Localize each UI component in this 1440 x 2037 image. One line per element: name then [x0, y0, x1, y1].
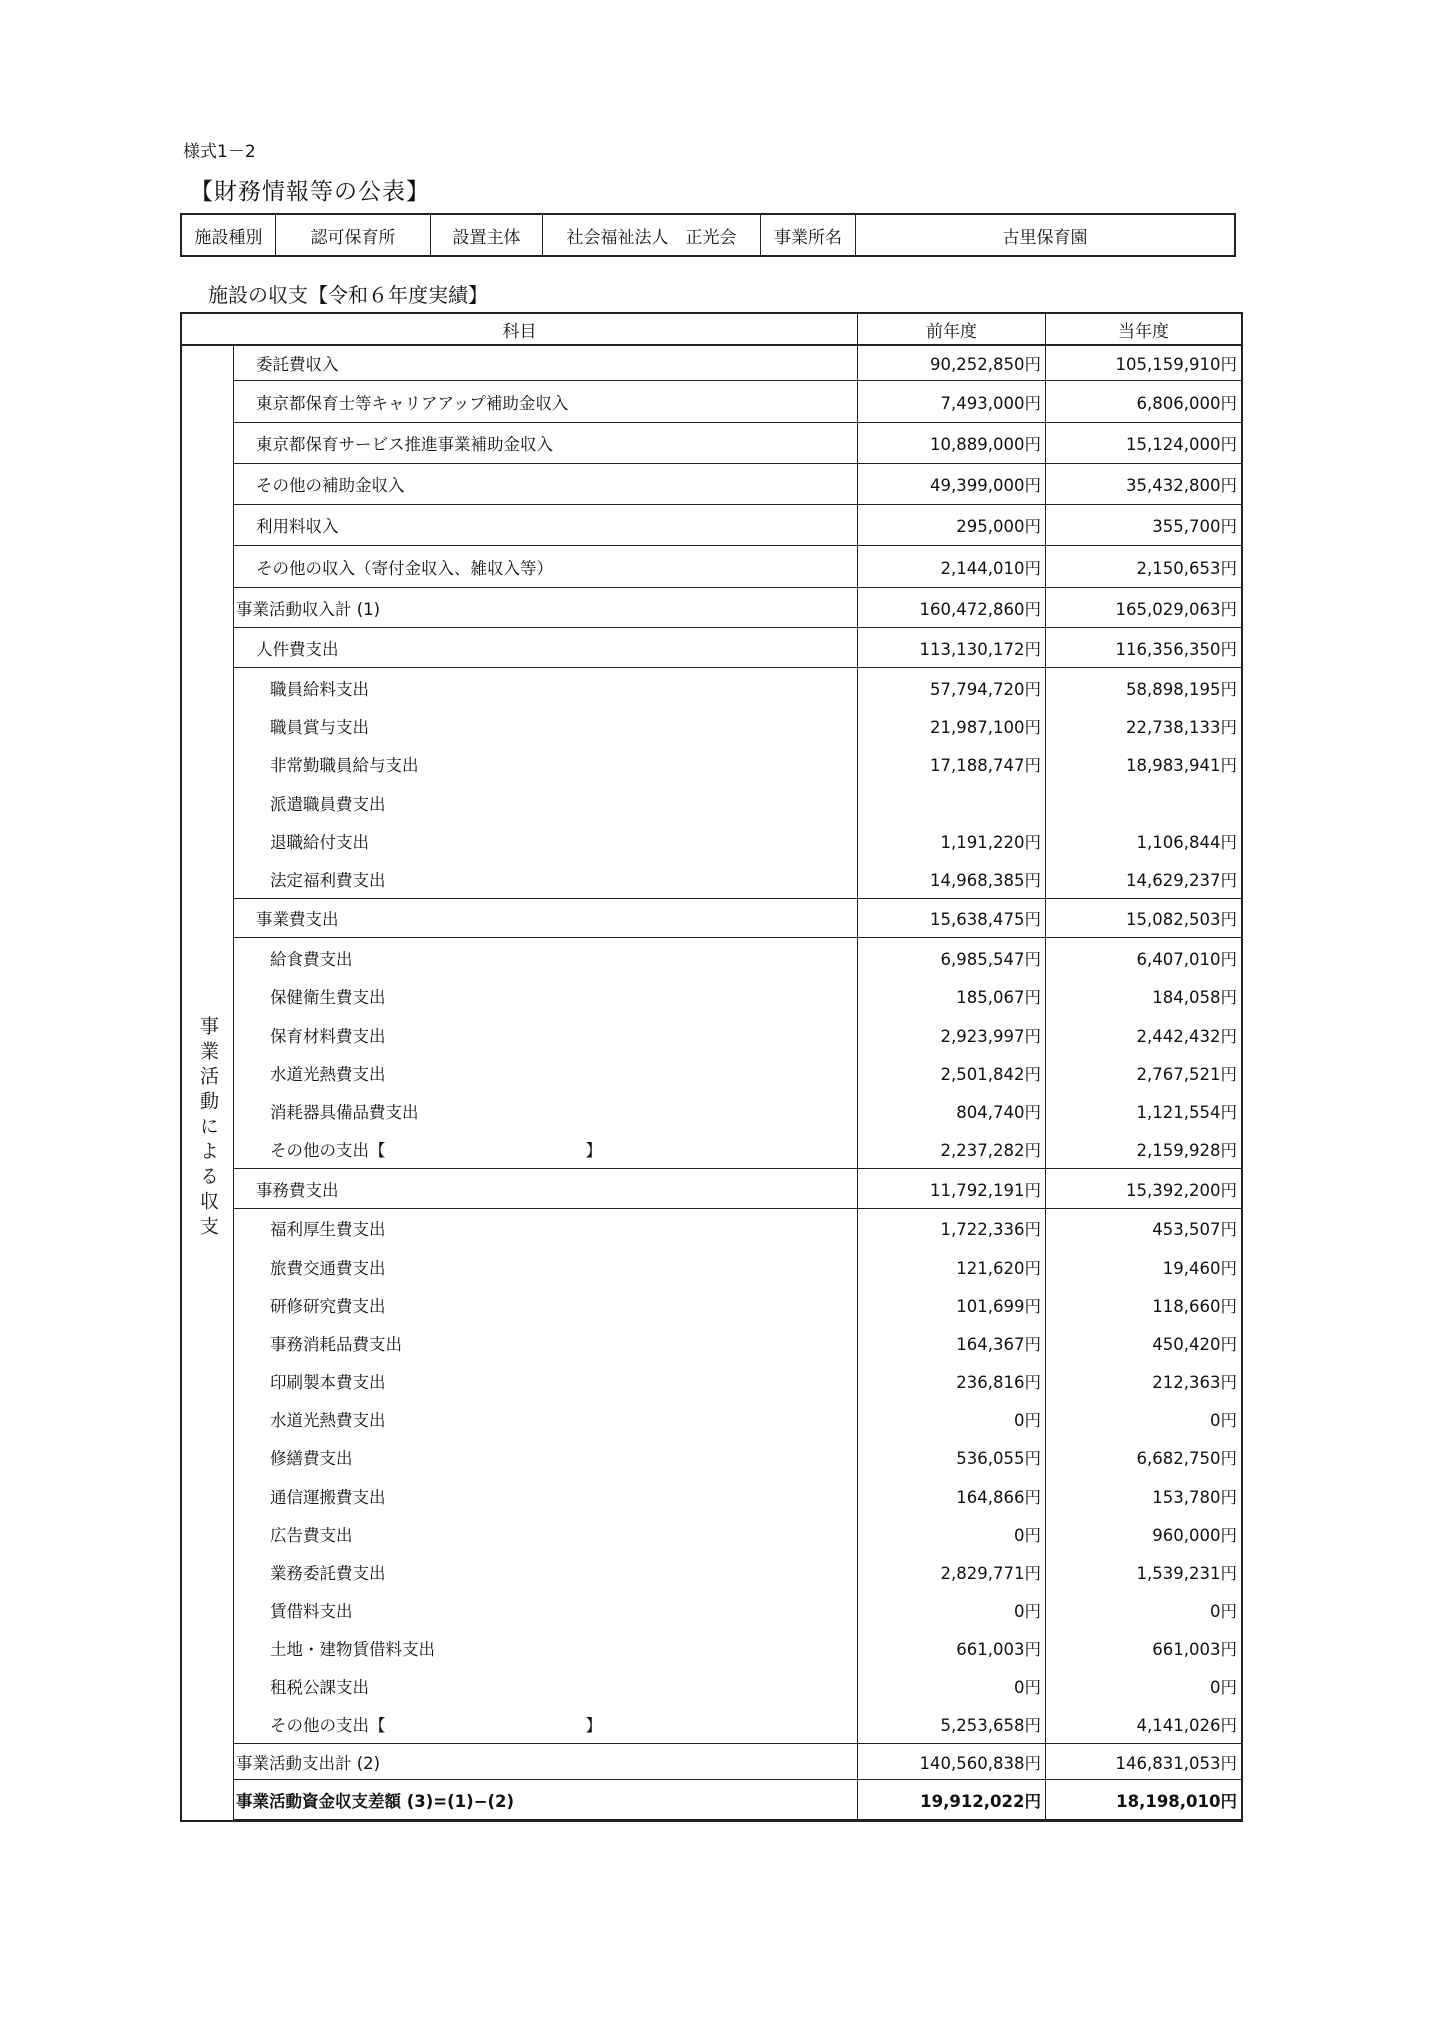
row-current-year-value: 35,432,800円 — [1046, 464, 1241, 505]
row-subject — [234, 783, 858, 822]
row-subject-label: 旅費交通費支出 — [270, 1258, 386, 1278]
row-current-year-value: 960,000円 — [1152, 1526, 1237, 1545]
row-current-year-value: 15,082,503円 — [1046, 899, 1241, 938]
row-subject-label: 修繕費支出 — [270, 1449, 353, 1468]
row-subject — [234, 1324, 858, 1362]
row-subject-bracket-close: 】 — [585, 1716, 602, 1735]
row-subject — [234, 1400, 858, 1438]
founder-label: 設置主体 — [431, 215, 543, 255]
row-prev-year-value: 90,252,850円 — [858, 346, 1046, 381]
row-current-year-value: 212,363円 — [1152, 1373, 1237, 1392]
row-prev-year-value: 0円 — [858, 1515, 1046, 1553]
row-prev-year-value: 5,253,658円 — [858, 1705, 1046, 1744]
row-prev-year-value: 2,144,010円 — [858, 546, 1046, 588]
row-prev-year-value: 2,237,282円 — [858, 1130, 1046, 1169]
row-subject — [234, 1015, 858, 1054]
row-prev-year-value: 21,987,100円 — [858, 707, 1046, 745]
row-subject-label: 印刷製本費支出 — [270, 1373, 386, 1392]
row-subject — [234, 1286, 858, 1324]
header-prev-year: 前年度 — [858, 314, 1046, 346]
row-prev-year-value: 2,923,997円 — [858, 1015, 1046, 1054]
row-current-year-value: 14,629,237円 — [1046, 860, 1241, 899]
row-current-year-value: 15,392,200円 — [1046, 1169, 1241, 1209]
row-subject-label: その他の収入（寄付金収入、雑収入等） — [256, 558, 553, 578]
row-subject-label: 職員給料支出 — [270, 679, 369, 699]
row-prev-year-value: 661,003円 — [858, 1629, 1046, 1667]
row-subject — [234, 464, 858, 505]
row-subject-label: 土地・建物賃借料支出 — [270, 1640, 435, 1659]
side-category-label: 事業活動による収支 — [197, 1015, 219, 1241]
row-current-year-value: 6,407,010円 — [1136, 949, 1237, 969]
row-subject-label: 非常勤職員給与支出 — [270, 756, 419, 775]
row-subject-label: 業務委託費支出 — [270, 1564, 386, 1583]
row-prev-year-value: 6,985,547円 — [858, 938, 1046, 977]
row-subject — [234, 822, 858, 860]
row-subject-label: 事務費支出 — [256, 1180, 339, 1200]
row-subject-label: 人件費支出 — [256, 639, 339, 659]
row-subject — [234, 707, 858, 745]
row-current-year-value: 19,460円 — [1162, 1258, 1237, 1278]
row-prev-year-value: 14,968,385円 — [858, 860, 1046, 899]
facility-info-bar — [180, 213, 1236, 257]
row-prev-year-value: 0円 — [858, 1667, 1046, 1705]
row-subject — [234, 588, 858, 628]
row-current-year-value: 184,058円 — [1152, 988, 1237, 1007]
row-current-year-value: 355,700円 — [1046, 505, 1241, 546]
row-current-year-value: 2,767,521円 — [1136, 1065, 1237, 1084]
row-subject-label: 水道光熱費支出 — [270, 1065, 386, 1084]
row-subject — [234, 423, 858, 464]
row-subject-label: その他の補助金収入 — [256, 476, 405, 495]
row-current-year-value: 2,159,928円 — [1046, 1130, 1241, 1169]
row-current-year-value — [1046, 783, 1241, 822]
row-subject-label: 保健衛生費支出 — [270, 988, 386, 1007]
row-current-year-value: 2,150,653円 — [1046, 546, 1241, 588]
row-subject — [234, 1209, 858, 1247]
row-current-year-value: 15,124,000円 — [1046, 423, 1241, 464]
row-subject — [234, 1438, 858, 1476]
row-subject — [234, 628, 858, 668]
row-prev-year-value: 10,889,000円 — [858, 423, 1046, 464]
row-subject-label: 事業費支出 — [256, 910, 339, 929]
facility-type-value: 認可保育所 — [276, 215, 431, 255]
form-number: 様式1－2 — [183, 142, 256, 162]
row-subject — [234, 505, 858, 546]
row-current-year-value: 0円 — [1210, 1602, 1237, 1621]
founder-value: 社会福祉法人 正光会 — [543, 215, 761, 255]
row-subject-label: 事業活動支出計 (2) — [236, 1753, 381, 1773]
row-prev-year-value: 295,000円 — [858, 505, 1046, 546]
row-subject-label: 委託費収入 — [256, 355, 339, 374]
row-subject-label: 広告費支出 — [270, 1526, 353, 1545]
row-prev-year-value: 17,188,747円 — [858, 745, 1046, 783]
row-current-year-value: 0円 — [1210, 1411, 1237, 1430]
row-current-year-value: 153,780円 — [1152, 1487, 1237, 1507]
row-subject-label: その他の支出【 — [270, 1716, 386, 1735]
row-subject — [234, 1130, 858, 1169]
row-subject-label: 通信運搬費支出 — [270, 1487, 386, 1507]
row-prev-year-value: 0円 — [858, 1400, 1046, 1438]
row-subject — [234, 381, 858, 423]
row-subject-bracket-close: 】 — [585, 1141, 602, 1160]
row-current-year-value: 58,898,195円 — [1126, 679, 1237, 699]
row-prev-year-value: 11,792,191円 — [858, 1169, 1046, 1209]
row-prev-year-value: 185,067円 — [858, 977, 1046, 1015]
row-prev-year-value: 536,055円 — [858, 1438, 1046, 1476]
row-subject-label: 退職給付支出 — [270, 833, 369, 852]
row-prev-year-value: 2,829,771円 — [858, 1553, 1046, 1591]
row-current-year-value: 661,003円 — [1152, 1640, 1237, 1659]
row-subject-label: その他の支出【 — [270, 1141, 386, 1160]
office-name-value: 古里保育園 — [1002, 227, 1088, 248]
row-prev-year-value: 236,816円 — [858, 1362, 1046, 1400]
row-prev-year-value: 113,130,172円 — [858, 628, 1046, 668]
row-subject — [234, 1591, 858, 1629]
row-prev-year-value: 15,638,475円 — [858, 899, 1046, 938]
row-current-year-value: 118,660円 — [1152, 1297, 1237, 1316]
row-subject — [234, 1667, 858, 1705]
row-subject-label: 保育材料費支出 — [270, 1026, 386, 1046]
row-prev-year-value: 140,560,838円 — [858, 1744, 1046, 1780]
row-prev-year-value: 804,740円 — [858, 1092, 1046, 1130]
page-title: 【財務情報等の公表】 — [190, 179, 430, 205]
row-subject — [234, 977, 858, 1015]
row-subject-label: 職員賞与支出 — [270, 718, 369, 737]
row-prev-year-value: 7,493,000円 — [858, 381, 1046, 423]
row-prev-year-value — [858, 783, 1046, 822]
row-current-year-value: 105,159,910円 — [1046, 346, 1241, 381]
row-current-year-value: 1,106,844円 — [1136, 833, 1237, 852]
row-prev-year-value: 160,472,860円 — [858, 588, 1046, 628]
row-prev-year-value: 1,191,220円 — [858, 822, 1046, 860]
row-prev-year-value: 164,866円 — [858, 1476, 1046, 1515]
row-subject — [234, 1515, 858, 1553]
row-current-year-value: 450,420円 — [1152, 1335, 1237, 1354]
row-prev-year-value: 164,367円 — [858, 1324, 1046, 1362]
row-subject-label: 派遣職員費支出 — [270, 794, 386, 814]
side-category — [182, 346, 234, 1820]
row-current-year-value: 1,539,231円 — [1136, 1564, 1237, 1583]
row-current-year-value: 18,983,941円 — [1126, 756, 1237, 775]
header-current-year: 当年度 — [1046, 314, 1241, 346]
row-subject — [234, 546, 858, 588]
row-subject-label: 法定福利費支出 — [270, 871, 386, 890]
row-subject-label: 租税公課支出 — [270, 1678, 369, 1697]
facility-type-label: 施設種別 — [182, 215, 276, 255]
row-subject-label: 利用料収入 — [256, 517, 339, 536]
row-subject — [234, 1705, 858, 1744]
row-subject — [234, 1629, 858, 1667]
row-subject-label: 事業活動収入計 (1) — [236, 599, 381, 619]
row-current-year-value: 116,356,350円 — [1046, 628, 1241, 668]
row-prev-year-value: 1,722,336円 — [858, 1209, 1046, 1247]
row-subject-label: 給食費支出 — [270, 949, 353, 969]
row-subject-label: 事務消耗品費支出 — [270, 1335, 402, 1354]
row-subject — [234, 1476, 858, 1515]
row-subject — [234, 1780, 858, 1820]
row-subject-label: 研修研究費支出 — [270, 1297, 386, 1316]
row-subject — [234, 1362, 858, 1400]
office-name-label: 事業所名 — [761, 215, 856, 255]
row-subject — [234, 1744, 858, 1780]
row-current-year-value: 453,507円 — [1152, 1220, 1237, 1239]
row-current-year-value: 146,831,053円 — [1046, 1744, 1241, 1780]
row-subject — [234, 346, 858, 381]
row-subject — [234, 1054, 858, 1092]
row-prev-year-value: 19,912,022円 — [858, 1780, 1046, 1820]
row-subject — [234, 938, 858, 977]
row-current-year-value: 22,738,133円 — [1126, 718, 1237, 737]
row-subject-label: 東京都保育サービス推進事業補助金収入 — [256, 435, 553, 454]
row-subject — [234, 1169, 858, 1209]
row-subject-label: 東京都保育士等キャリアアップ補助金収入 — [256, 393, 569, 413]
row-prev-year-value: 121,620円 — [858, 1247, 1046, 1286]
row-prev-year-value: 57,794,720円 — [858, 668, 1046, 707]
row-current-year-value: 1,121,554円 — [1136, 1103, 1237, 1122]
row-prev-year-value: 2,501,842円 — [858, 1054, 1046, 1092]
row-subject — [234, 1092, 858, 1130]
row-subject-label: 事業活動資金収支差額 (3)=(1)−(2) — [236, 1791, 515, 1811]
row-subject — [234, 1247, 858, 1286]
row-subject-label: 福利厚生費支出 — [270, 1220, 386, 1239]
row-prev-year-value: 0円 — [858, 1591, 1046, 1629]
row-current-year-value: 18,198,010円 — [1046, 1780, 1241, 1820]
row-current-year-value: 6,806,000円 — [1046, 381, 1241, 423]
row-current-year-value: 165,029,063円 — [1046, 588, 1241, 628]
row-prev-year-value: 101,699円 — [858, 1286, 1046, 1324]
row-subject — [234, 668, 858, 707]
row-subject — [234, 860, 858, 899]
row-subject — [234, 1553, 858, 1591]
row-subject-label: 賃借料支出 — [270, 1602, 353, 1621]
header-subject: 科目 — [182, 314, 858, 346]
financial-table — [180, 312, 1243, 1822]
row-current-year-value: 4,141,026円 — [1046, 1705, 1241, 1744]
row-subject-label: 水道光熱費支出 — [270, 1411, 386, 1430]
row-current-year-value: 0円 — [1210, 1678, 1237, 1697]
row-current-year-value: 2,442,432円 — [1136, 1026, 1237, 1046]
row-subject-label: 消耗器具備品費支出 — [270, 1103, 419, 1122]
row-subject — [234, 899, 858, 938]
section-title: 施設の収支【令和６年度実績】 — [208, 283, 488, 307]
row-prev-year-value: 49,399,000円 — [858, 464, 1046, 505]
row-subject — [234, 745, 858, 783]
row-current-year-value: 6,682,750円 — [1136, 1449, 1237, 1468]
